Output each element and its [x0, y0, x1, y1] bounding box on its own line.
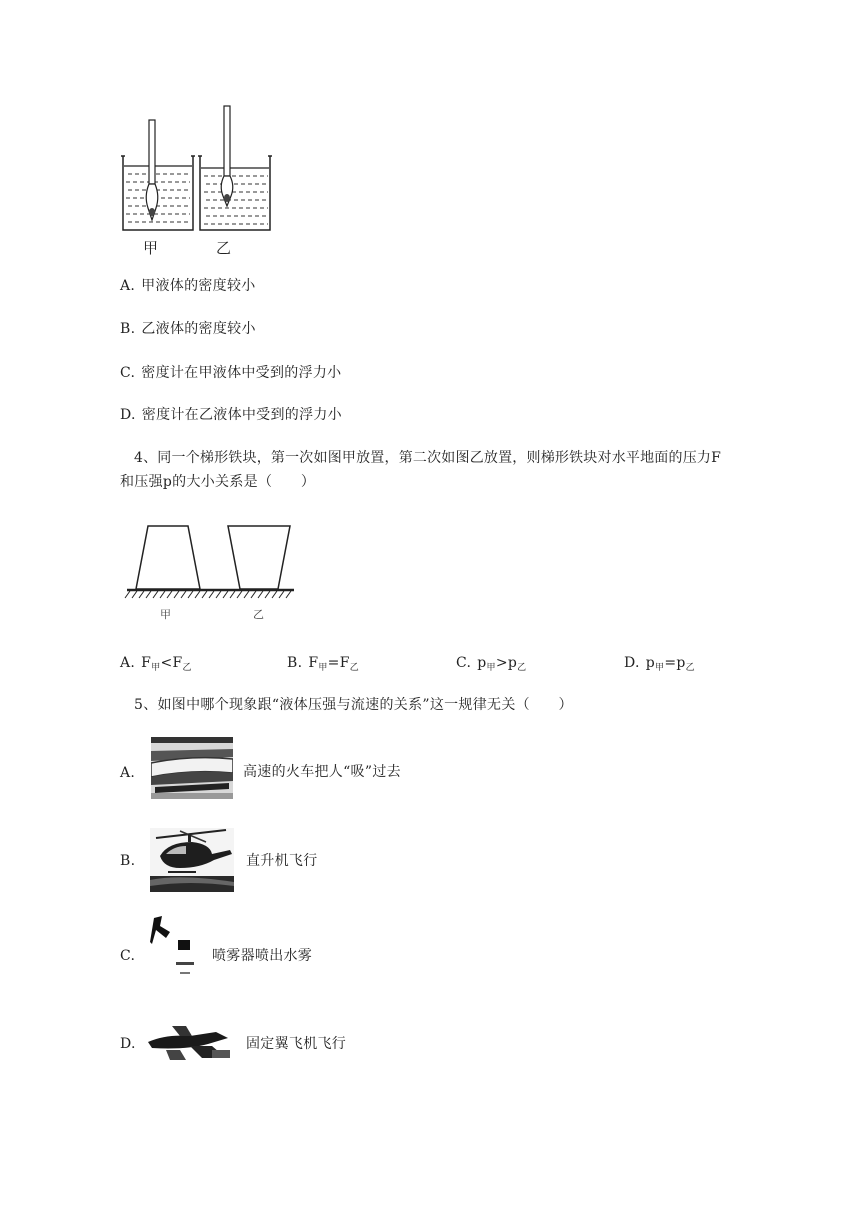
option-symbol: p — [645, 655, 656, 671]
q5-option-d-letter[interactable]: D. — [120, 1036, 136, 1052]
helicopter-photo — [150, 828, 234, 892]
option-relation: =p — [664, 655, 686, 671]
option-letter: C. — [456, 655, 472, 671]
sprayer-photo — [148, 914, 202, 986]
q5-option-c-letter[interactable]: C. — [120, 948, 136, 964]
airplane-photo — [146, 1020, 238, 1064]
trapezoid-yi — [228, 526, 290, 589]
ground-hatching — [125, 591, 291, 598]
option-letter: C. — [120, 365, 136, 381]
q3-option-b[interactable] — [120, 320, 256, 338]
option-text: 乙液体的密度较小 — [141, 321, 256, 337]
option-subscript: 乙 — [685, 663, 695, 673]
q5-option-c-text: 喷雾器喷出水雾 — [212, 948, 313, 964]
q4-option-d[interactable] — [624, 654, 695, 677]
hydrometer-figure — [118, 100, 288, 260]
option-symbol: F — [141, 655, 152, 671]
figure-label-jia: 甲 — [143, 239, 159, 257]
option-letter: D. — [120, 407, 136, 423]
option-letter: B. — [120, 321, 136, 337]
beaker-jia — [121, 120, 195, 230]
option-symbol: F — [308, 655, 319, 671]
q5-option-d-text: 固定翼飞机飞行 — [246, 1036, 347, 1052]
option-letter: A. — [120, 278, 136, 294]
q4-option-c[interactable] — [456, 654, 526, 677]
option-subscript: 乙 — [182, 663, 192, 673]
figure-label-yi: 乙 — [216, 239, 232, 257]
option-text: 密度计在甲液体中受到的浮力小 — [141, 365, 342, 381]
beaker-yi — [198, 106, 272, 230]
q3-option-d[interactable] — [120, 406, 342, 424]
figure-label-jia-2: 甲 — [160, 608, 172, 621]
option-letter: D. — [624, 655, 640, 671]
q3-option-a[interactable] — [120, 277, 256, 295]
option-subscript: 甲 — [151, 663, 161, 673]
q3-option-c[interactable] — [120, 364, 341, 382]
option-relation: <F — [160, 655, 183, 671]
q5-stem: 5、如图中哪个现象跟“液体压强与流速的关系”这一规律无关（ ） — [134, 697, 573, 713]
option-subscript: 乙 — [517, 663, 527, 673]
option-letter: A. — [120, 655, 136, 671]
figure-label-yi-2: 乙 — [253, 608, 265, 621]
q5-option-b-text: 直升机飞行 — [246, 853, 318, 869]
trapezoid-figure — [124, 518, 294, 618]
option-subscript: 甲 — [486, 663, 496, 673]
q5-option-b-letter[interactable]: B. — [120, 853, 136, 869]
q4-option-b[interactable] — [287, 654, 359, 677]
option-subscript: 甲 — [655, 663, 665, 673]
option-symbol: p — [477, 655, 487, 671]
option-text: 密度计在乙液体中受到的浮力小 — [141, 407, 342, 423]
option-relation: =F — [327, 655, 350, 671]
train-photo — [151, 737, 233, 799]
option-letter: B. — [287, 655, 303, 671]
option-relation: >p — [495, 655, 518, 671]
q4-stem-line2: 和压强p的大小关系是（ ） — [120, 474, 316, 490]
option-subscript: 乙 — [349, 663, 360, 673]
option-text: 甲液体的密度较小 — [141, 278, 256, 294]
q5-option-a-text: 高速的火车把人“吸”过去 — [243, 764, 401, 780]
q5-option-a-letter[interactable]: A. — [120, 765, 136, 781]
q4-option-a[interactable] — [120, 654, 192, 677]
trapezoid-jia — [136, 526, 200, 589]
option-subscript: 甲 — [318, 663, 328, 673]
q4-stem-line1: 4、同一个梯形铁块，第一次如图甲放置，第二次如图乙放置，则梯形铁块对水平地面的压力F — [134, 450, 722, 466]
